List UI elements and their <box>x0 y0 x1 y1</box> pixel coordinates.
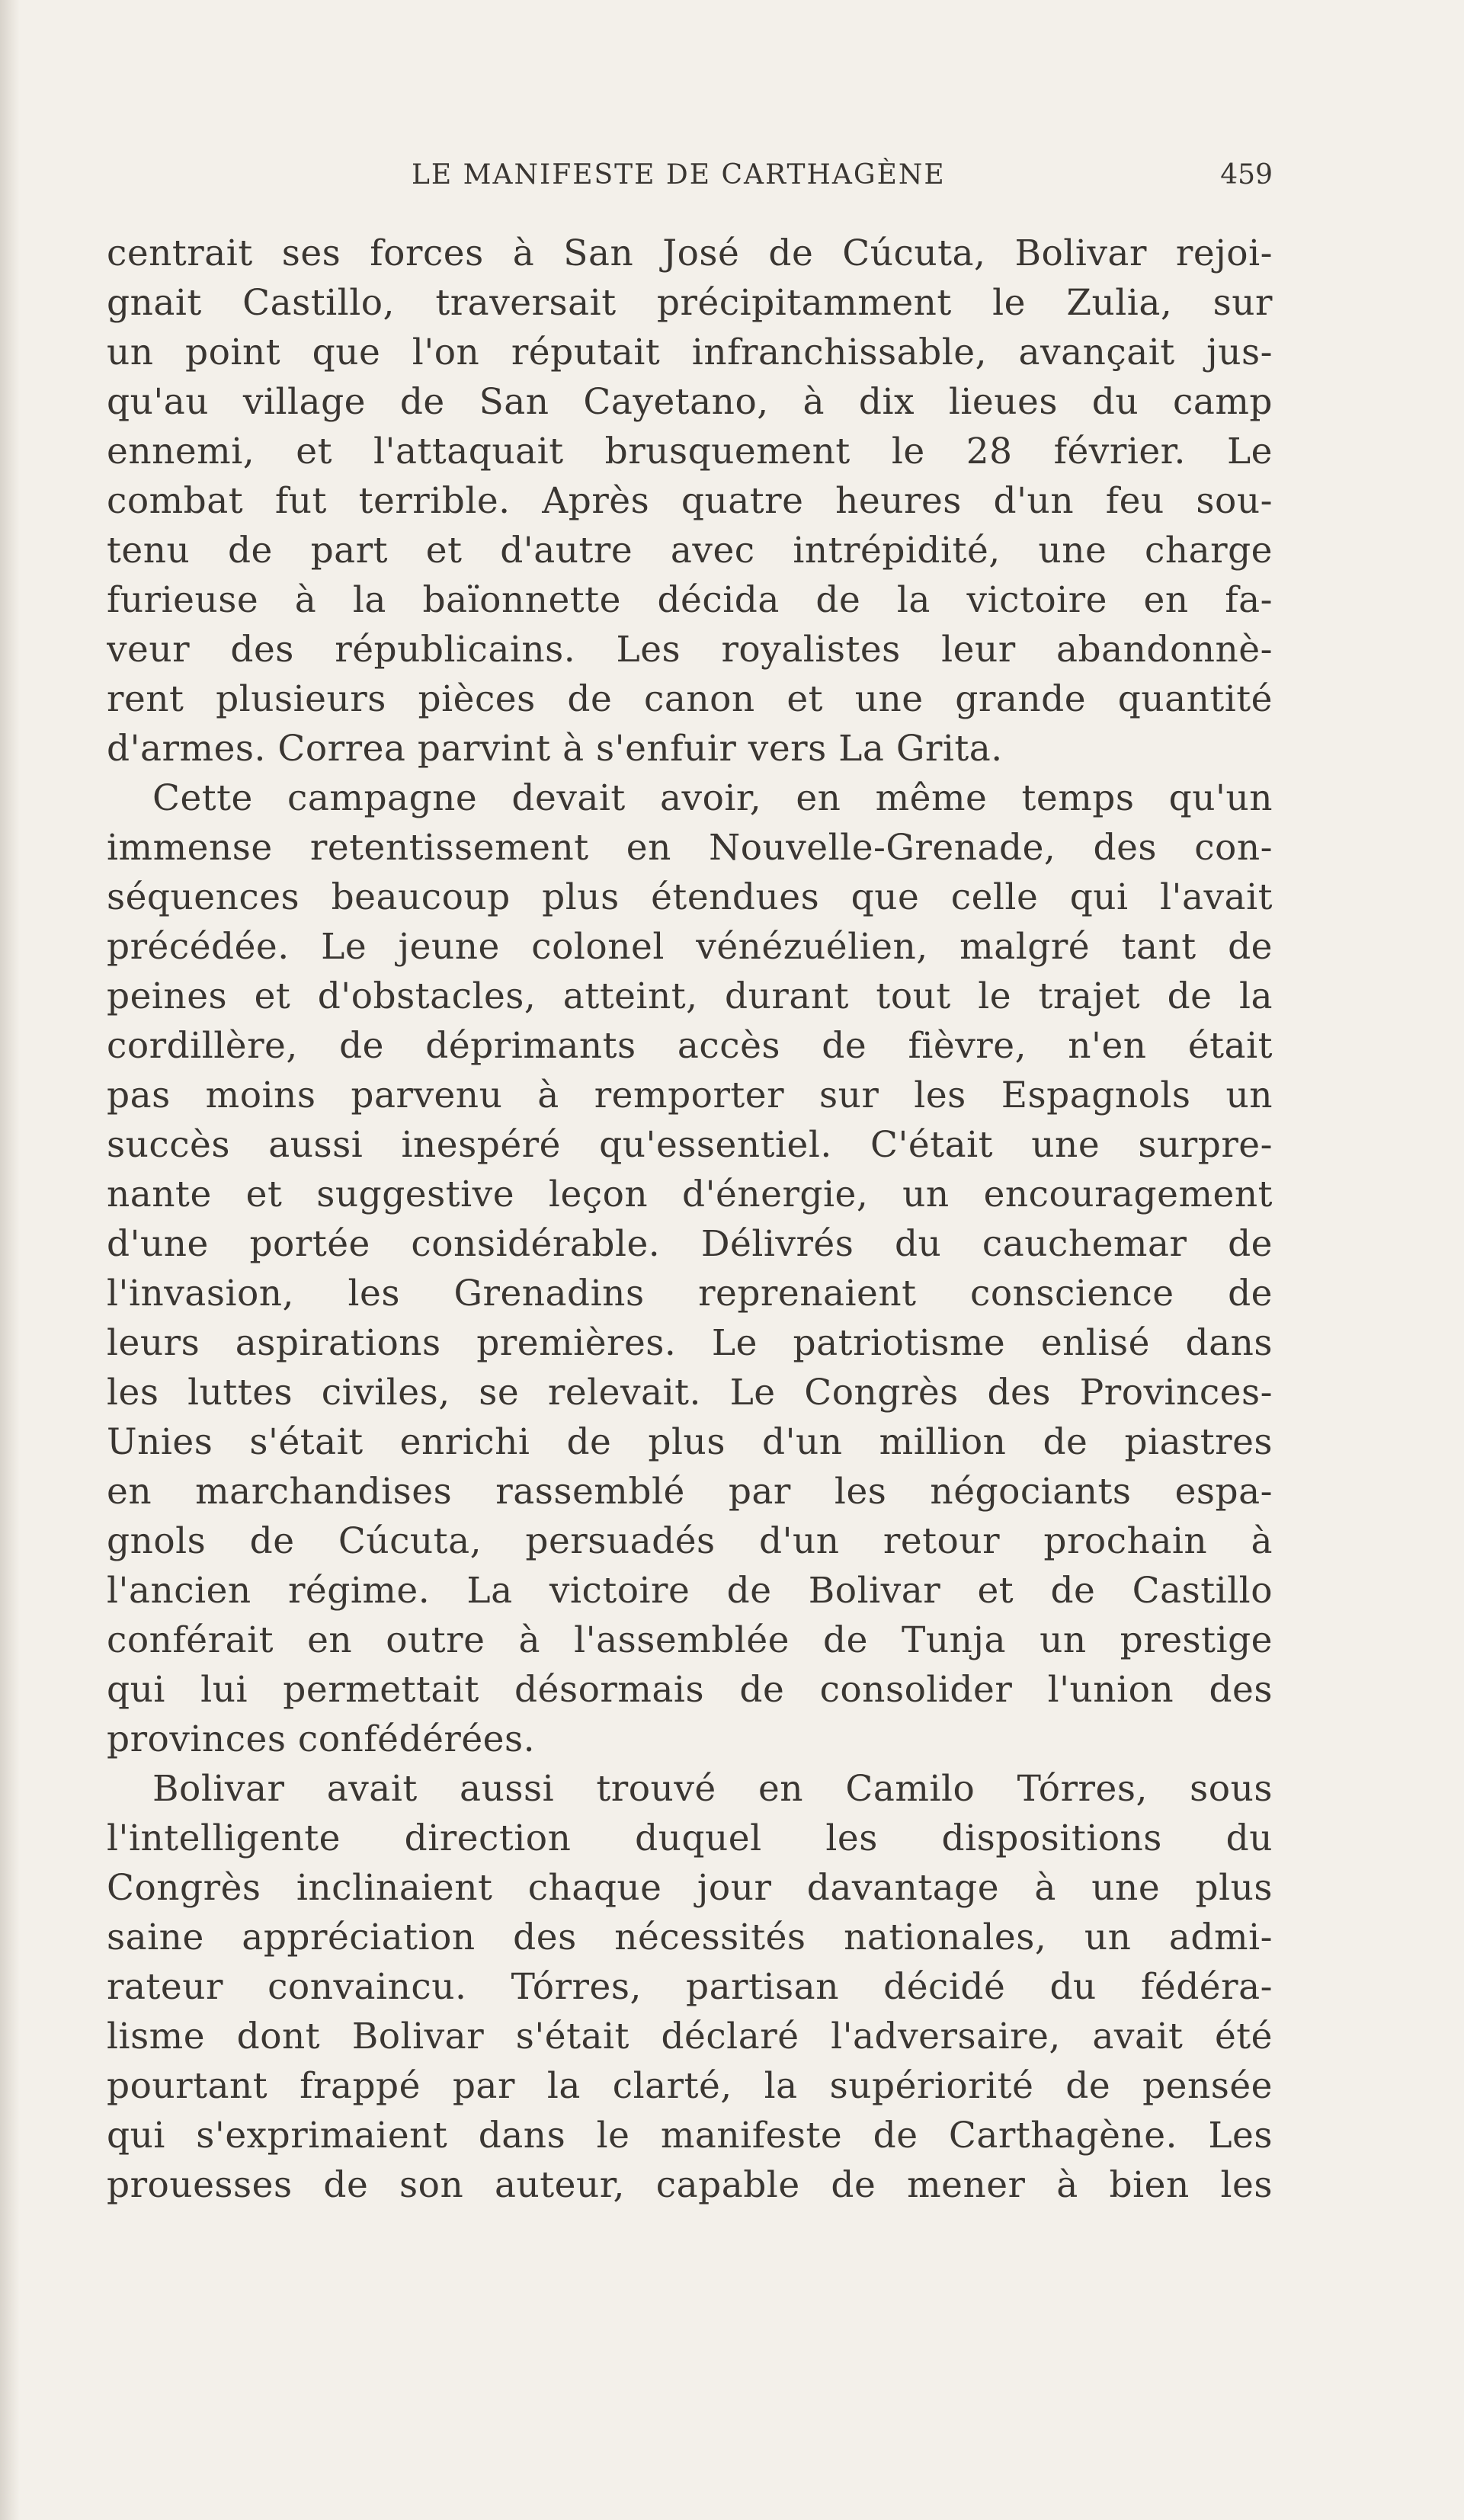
text-line: cordillère, de déprimants accès de fièvre, n'en était <box>107 1025 1273 1067</box>
text-line: l'intelligente direction duquel les dispositions du <box>107 1817 1273 1859</box>
running-head: LE MANIFESTE DE CARTHAGÈNE <box>412 159 946 191</box>
text-line: d'une portée considérable. Délivrés du cauchemar de <box>107 1223 1273 1265</box>
paragraph-start-line: Cette campagne devait avoir, en même temps qu'un <box>152 777 1273 819</box>
text-line: tenu de part et d'autre avec intrépidité, une charge <box>107 530 1273 572</box>
text-line: prouesses de son auteur, capable de mener à bien les <box>107 2164 1273 2206</box>
text-line: leurs aspirations premières. Le patriotisme enlisé dans <box>107 1322 1273 1364</box>
text-line: gnols de Cúcuta, persuadés d'un retour prochain à <box>107 1520 1273 1562</box>
text-line: en marchandises rassemblé par les négociants espa- <box>107 1471 1273 1513</box>
text-line: précédée. Le jeune colonel vénézuélien, malgré tant de <box>107 926 1273 968</box>
text-line: immense retentissement en Nouvelle-Grenade, des con- <box>107 827 1273 869</box>
text-line: saine appréciation des nécessités nationales, un admi- <box>107 1916 1273 1958</box>
text-line: qui s'exprimaient dans le manifeste de Carthagène. Les <box>107 2115 1273 2157</box>
body-text <box>107 229 1273 2210</box>
text-line: succès aussi inespéré qu'essentiel. C'était une surpre- <box>107 1124 1273 1166</box>
text-line: gnait Castillo, traversait précipitamment le Zulia, sur <box>107 282 1273 324</box>
page-number: 459 <box>1220 159 1273 191</box>
paragraph-start-line: Bolivar avait aussi trouvé en Camilo Tórres, sous <box>152 1768 1273 1810</box>
text-line: rent plusieurs pièces de canon et une grande quantité <box>107 678 1273 720</box>
text-line: provinces confédérées. <box>107 1718 536 1760</box>
page-edge-shadow <box>0 0 20 2520</box>
text-line: peines et d'obstacles, atteint, durant tout le trajet de la <box>107 975 1273 1017</box>
text-line: ennemi, et l'attaquait brusquement le 28 février. Le <box>107 431 1273 472</box>
text-line: pourtant frappé par la clarté, la supériorité de pensée <box>107 2065 1273 2107</box>
text-line: qu'au village de San Cayetano, à dix lieues du camp <box>107 381 1273 423</box>
text-line: nante et suggestive leçon d'énergie, un encouragement <box>107 1174 1273 1215</box>
text-line: centrait ses forces à San José de Cúcuta, Bolivar rejoi- <box>107 232 1273 274</box>
page-header <box>107 152 1273 198</box>
text-line: Unies s'était enrichi de plus d'un million de piastres <box>107 1421 1273 1463</box>
text-line: lisme dont Bolivar s'était déclaré l'adversaire, avait été <box>107 2016 1273 2057</box>
text-line: rateur convaincu. Tórres, partisan décidé du fédéra- <box>107 1966 1273 2008</box>
text-line: veur des républicains. Les royalistes leur abandonnè- <box>107 629 1273 671</box>
text-line: Congrès inclinaient chaque jour davantage à une plus <box>107 1867 1273 1909</box>
text-line: l'invasion, les Grenadins reprenaient conscience de <box>107 1273 1273 1314</box>
text-line: séquences beaucoup plus étendues que celle qui l'avait <box>107 876 1273 918</box>
text-line: furieuse à la baïonnette décida de la victoire en fa- <box>107 579 1273 621</box>
text-line: combat fut terrible. Après quatre heures d'un feu sou- <box>107 480 1273 522</box>
text-line: un point que l'on réputait infranchissable, avançait jus- <box>107 331 1273 373</box>
text-line: conférait en outre à l'assemblée de Tunja un prestige <box>107 1619 1273 1661</box>
text-line: l'ancien régime. La victoire de Bolivar et de Castillo <box>107 1570 1273 1612</box>
text-line: qui lui permettait désormais de consolider l'union des <box>107 1669 1273 1711</box>
text-line: d'armes. Correa parvint à s'enfuir vers La Grita. <box>107 728 1003 770</box>
text-line: les luttes civiles, se relevait. Le Congrès des Provinces- <box>107 1372 1273 1414</box>
text-line: pas moins parvenu à remporter sur les Espagnols un <box>107 1074 1273 1116</box>
